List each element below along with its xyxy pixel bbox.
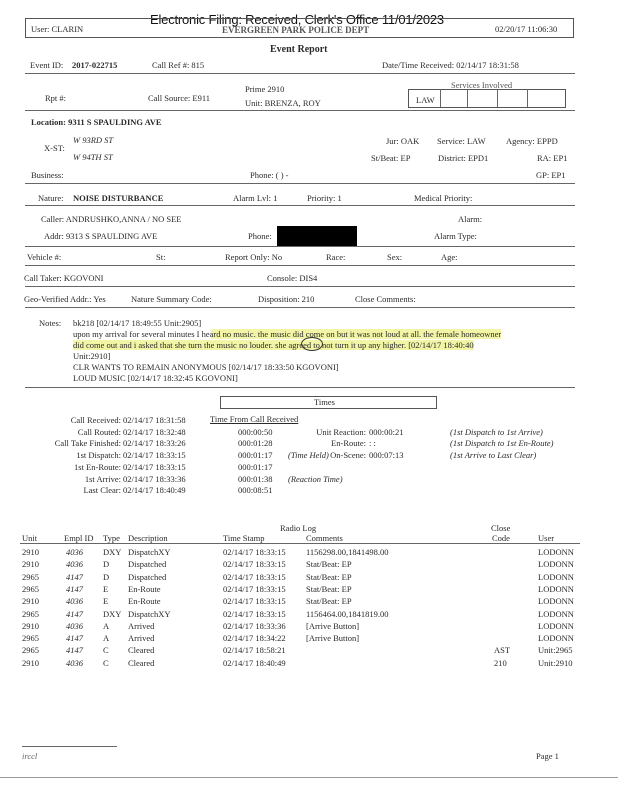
radio-unit-cell: 2965 — [22, 633, 39, 644]
radio-unit-cell: 2965 — [22, 645, 39, 656]
rpt-label: Rpt #: — [45, 93, 67, 103]
time-note: (Time Held) — [288, 450, 329, 461]
radio-unit-cell: 2910 — [22, 657, 39, 668]
event-id: 2017-022715 — [72, 60, 118, 70]
priority: Priority: 1 — [307, 193, 342, 203]
footer-left: irccl — [22, 751, 38, 761]
xst-label: X-ST: — [44, 143, 65, 153]
radio-type-cell: D — [103, 571, 110, 582]
radio-desc-cell: DispatchXY — [128, 547, 171, 557]
radio-empl-cell: 4147 — [66, 583, 83, 594]
radio-desc-cell: En-Route — [128, 583, 161, 594]
divider — [25, 205, 575, 206]
radio-empl-cell: 4036 — [66, 620, 83, 631]
time-value: 02/14/17 18:33:15 — [123, 461, 186, 472]
radio-unit-cell: 2965 — [22, 583, 39, 594]
time-label: Call Routed: — [77, 426, 121, 437]
radio-user-cell: LODONN — [538, 571, 574, 582]
disposition: Disposition: 210 — [258, 294, 315, 304]
radio-type-cell: DXY — [103, 547, 122, 557]
time-label: Call Take Finished: — [54, 438, 121, 449]
radio-user-cell: LODONN — [538, 633, 574, 644]
table-row — [0, 584, 618, 595]
radio-empl-cell: 4147 — [66, 608, 83, 619]
radio-type-cell: C — [103, 657, 109, 668]
radio-desc-cell: Arrived — [128, 620, 155, 631]
comments-header: Comments — [306, 533, 343, 543]
radio-empl-cell: 4147 — [66, 633, 83, 644]
radio-time-cell: 02/14/17 18:58:21 — [223, 645, 286, 656]
radio-type-cell: E — [103, 596, 109, 607]
call-ref: Call Ref #: 815 — [152, 60, 205, 70]
services-grid-line — [527, 89, 528, 107]
vehicle-label: Vehicle #: — [27, 252, 62, 262]
radio-type-cell: A — [103, 633, 110, 644]
unit-name: Unit: BRENZA, ROY — [245, 98, 321, 108]
divider — [25, 183, 575, 184]
agency: Agency: EPPD — [506, 136, 558, 146]
radio-user-cell: LODONN — [538, 547, 574, 557]
reaction-label: On-Scene: — [330, 450, 366, 461]
call-source: Call Source: E911 — [148, 93, 211, 103]
radio-desc-cell: Arrived — [128, 633, 155, 644]
radio-empl-cell: 4036 — [66, 547, 83, 557]
reaction-note: (1st Dispatch to 1st Arrive) — [450, 426, 543, 437]
table-row — [0, 547, 618, 558]
divider — [25, 246, 575, 247]
reaction-value: : : — [369, 438, 376, 449]
radio-desc-cell: Dispatched — [128, 571, 167, 582]
radio-type-cell: DXY — [103, 608, 122, 619]
user-label: User: CLARIN — [31, 24, 84, 34]
nature-summary-code: Nature Summary Code: — [131, 294, 212, 304]
radio-type-cell: D — [103, 559, 110, 570]
footer-divider — [22, 746, 117, 747]
ra: RA: EP1 — [537, 153, 568, 163]
date-received: Date/Time Received: 02/14/17 18:31:58 — [382, 60, 519, 70]
business-phone: Phone: ( ) - — [250, 170, 289, 180]
radio-desc-cell: Cleared — [128, 657, 155, 668]
reaction-note: (1st Dispatch to 1st En-Route) — [450, 438, 554, 449]
radio-empl-cell: 4147 — [66, 571, 83, 582]
radio-comments-cell: 1156464.00,1841819.00 — [306, 608, 389, 619]
alarm-type-label: Alarm Type: — [434, 231, 477, 241]
radio-unit-cell: 2910 — [22, 596, 39, 607]
divider — [25, 387, 575, 388]
page-edge — [0, 777, 618, 778]
business-label: Business: — [31, 170, 64, 180]
radio-log-title: Radio Log — [280, 523, 317, 533]
geo-verified: Geo-Verified Addr.: Yes — [24, 294, 106, 304]
station-beat: St/Beat: EP — [371, 153, 411, 163]
radio-comments-cell: Stat/Beat: EP — [306, 559, 352, 570]
location: Location: 9311 S SPAULDING AVE — [31, 117, 162, 127]
radio-unit-cell: 2910 — [22, 559, 39, 570]
radio-time-cell: 02/14/17 18:33:36 — [223, 620, 286, 631]
sex-label: Sex: — [387, 252, 403, 262]
alarm-level: Alarm Lvl: 1 — [233, 193, 278, 203]
filing-stamp: Electronic Filing: Received, Clerk's Office 11/01/2023 — [150, 12, 444, 27]
state-label: St: — [156, 252, 166, 262]
note-line-3: did come out and i asked that she turn the music no louder. she agreed to not turn it up any higher. [02/14/17 18:40:40 — [73, 340, 474, 350]
radio-comments-cell: [Arrive Button] — [306, 620, 360, 631]
services-grid-line — [440, 89, 441, 107]
user-header: User — [538, 533, 555, 543]
time-stamp-header: Time Stamp — [223, 533, 265, 543]
jurisdiction: Jur: OAK — [386, 136, 420, 146]
report-only: Report Only: No — [225, 252, 283, 262]
radio-user-cell: LODONN — [538, 596, 574, 607]
note-line-4: Unit:2910] — [73, 351, 111, 361]
reaction-value: 000:00:21 — [369, 426, 404, 437]
type-header: Type — [103, 533, 120, 543]
divider — [25, 110, 575, 111]
table-row — [0, 596, 618, 607]
time-label: 1st Arrive: — [84, 473, 121, 484]
time-value: 02/14/17 18:31:58 — [123, 415, 186, 425]
time-value: 02/14/17 18:32:48 — [123, 426, 186, 437]
time-value: 02/14/17 18:40:49 — [123, 485, 186, 496]
time-label: Last Clear: — [83, 485, 121, 496]
radio-time-cell: 02/14/17 18:33:15 — [223, 571, 286, 582]
radio-desc-cell: Cleared — [128, 645, 155, 656]
radio-user-cell: LODONN — [538, 608, 574, 619]
radio-code-cell: AST — [494, 645, 511, 656]
services-involved-label: Services Involved — [451, 80, 513, 90]
radio-user-cell: Unit:2965 — [538, 645, 573, 656]
divider — [25, 265, 575, 266]
divider — [25, 307, 575, 308]
notes-label: Notes: — [39, 318, 62, 328]
console: Console: DIS4 — [267, 273, 318, 283]
close-code-header-2: Code — [492, 533, 510, 543]
note-line-5: CLR WANTS TO REMAIN ANONYMOUS [02/14/17 18:33:50 KGOVONI] — [73, 362, 339, 372]
time-diff: 000:08:51 — [238, 485, 273, 496]
nature-label: Nature: — [38, 193, 64, 203]
race-label: Race: — [326, 252, 346, 262]
reaction-label: En-Route: — [331, 438, 366, 449]
radio-time-cell: 02/14/17 18:33:15 — [223, 547, 286, 557]
time-value: 02/14/17 18:33:26 — [123, 438, 186, 449]
table-row — [0, 572, 618, 583]
alarm-label: Alarm: — [458, 214, 483, 224]
event-id-label: Event ID: — [30, 60, 64, 70]
radio-unit-cell: 2910 — [22, 547, 39, 557]
time-from-call-label: Time From Call Received — [210, 414, 299, 424]
radio-user-cell: Unit:2910 — [538, 657, 573, 668]
page-number: Page 1 — [536, 751, 559, 761]
close-comments: Close Comments: — [355, 294, 416, 304]
radio-empl-cell: 4036 — [66, 559, 83, 570]
radio-unit-cell: 2910 — [22, 620, 39, 631]
radio-time-cell: 02/14/17 18:33:15 — [223, 596, 286, 607]
prime-unit: Prime 2910 — [245, 84, 285, 94]
description-header: Description — [128, 533, 168, 543]
radio-comments-cell: [Arrive Button] — [306, 633, 360, 644]
divider — [25, 73, 575, 74]
radio-time-cell: 02/14/17 18:33:15 — [223, 559, 286, 570]
agency-name: EVERGREEN PARK POLICE DEPT — [222, 25, 370, 35]
radio-unit-cell: 2965 — [22, 571, 39, 582]
time-label: Call Received: — [70, 415, 121, 425]
radio-desc-cell: Dispatched — [128, 559, 167, 570]
time-value: 02/14/17 18:33:15 — [123, 450, 186, 461]
redaction-box — [277, 226, 357, 246]
radio-empl-cell: 4036 — [66, 657, 83, 668]
services-grid-line — [467, 89, 468, 107]
reaction-label: Unit Reaction: — [316, 426, 366, 437]
radio-desc-cell: DispatchXY — [128, 608, 171, 619]
unit-header: Unit — [22, 533, 38, 543]
time-diff: 000:01:17 — [238, 461, 273, 472]
reaction-value: 000:07:13 — [369, 450, 404, 461]
table-row — [0, 658, 618, 669]
district: District: EPD1 — [438, 153, 489, 163]
gp: GP: EP1 — [536, 170, 566, 180]
radio-user-cell: LODONN — [538, 583, 574, 594]
radio-type-cell: C — [103, 645, 109, 656]
cross-street-2: W 94TH ST — [73, 152, 113, 162]
time-diff: 000:01:17 — [238, 450, 273, 461]
age-label: Age: — [441, 252, 458, 262]
time-diff: 000:01:38 — [238, 473, 273, 484]
medical-priority: Medical Priority: — [414, 193, 473, 203]
radio-time-cell: 02/14/17 18:34:22 — [223, 633, 286, 644]
radio-time-cell: 02/14/17 18:40:49 — [223, 657, 286, 668]
divider — [25, 286, 575, 287]
radio-type-cell: E — [103, 583, 109, 594]
table-row — [0, 621, 618, 632]
radio-unit-cell: 2965 — [22, 608, 39, 619]
nature-value: NOISE DISTURBANCE — [73, 193, 164, 203]
radio-desc-cell: En-Route — [128, 596, 161, 607]
close-code-header-1: Close — [491, 523, 511, 533]
service-law: LAW — [416, 95, 435, 105]
time-label: 1st En-Route: — [74, 461, 121, 472]
table-row — [0, 633, 618, 644]
note-line-6: LOUD MUSIC [02/14/17 18:32:45 KGOVONI] — [73, 373, 238, 383]
times-title: Times — [314, 397, 335, 407]
reaction-note: (1st Arrive to Last Clear) — [450, 450, 537, 461]
radio-user-cell: LODONN — [538, 559, 574, 570]
radio-empl-cell: 4036 — [66, 596, 83, 607]
radio-comments-cell: Stat/Beat: EP — [306, 583, 352, 594]
printed-timestamp: 02/20/17 11:06:30 — [495, 24, 558, 34]
radio-code-cell: 210 — [494, 657, 507, 668]
time-label: 1st Dispatch: — [76, 450, 121, 461]
time-value: 02/14/17 18:33:36 — [123, 473, 186, 484]
radio-time-cell: 02/14/17 18:33:15 — [223, 608, 286, 619]
report-title: Event Report — [270, 44, 328, 55]
cross-street-1: W 93RD ST — [73, 135, 114, 145]
time-diff: 000:00:50 — [238, 426, 273, 437]
radio-type-cell: A — [103, 620, 110, 631]
services-grid-line — [497, 89, 498, 107]
note-line-1: bk218 [02/14/17 18:49:55 Unit:2905] — [73, 318, 202, 328]
caller-address: Addr: 9313 S SPAULDING AVE — [44, 231, 158, 241]
table-row — [0, 609, 618, 620]
time-diff: 000:01:28 — [238, 438, 273, 449]
caller: Caller: ANDRUSHKO,ANNA / NO SEE — [41, 214, 182, 224]
radio-empl-cell: 4147 — [66, 645, 83, 656]
note-line-2: upon my arrival for several minutes I heard no music. the music did come on but it was not loud at all. the female homeowner — [73, 329, 502, 339]
caller-phone-label: Phone: — [248, 231, 272, 241]
service: Service: LAW — [437, 136, 486, 146]
table-row — [0, 559, 618, 570]
radio-comments-cell: Stat/Beat: EP — [306, 571, 352, 582]
note-highlight-circle — [301, 337, 323, 351]
radio-comments-cell: Stat/Beat: EP — [306, 596, 352, 607]
call-taker: Call Taker: KGOVONI — [24, 273, 104, 283]
radio-comments-cell: 1156298.00,1841498.00 — [306, 547, 389, 557]
radio-user-cell: LODONN — [538, 620, 574, 631]
table-row — [0, 645, 618, 656]
empl-id-header: Empl ID — [64, 533, 94, 543]
time-note: (Reaction Time) — [288, 473, 343, 484]
divider — [20, 543, 580, 544]
radio-time-cell: 02/14/17 18:33:15 — [223, 583, 286, 594]
